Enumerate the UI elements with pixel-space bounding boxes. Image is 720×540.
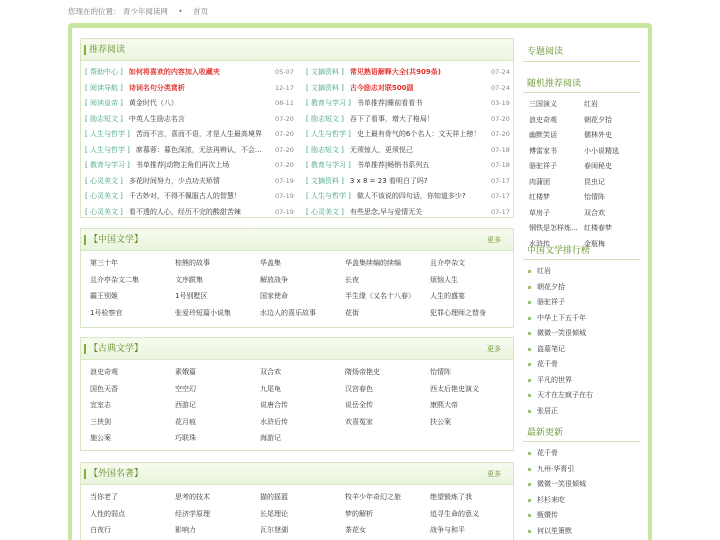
recommend-item[interactable] — [85, 159, 294, 171]
recommend-title-link[interactable]: 吞下了看事，增大了格局！ — [349, 114, 434, 123]
random-book-link[interactable]: 朝花夕拾 — [584, 115, 612, 124]
latest-item-link[interactable]: 九州·华胥引 — [527, 463, 574, 475]
book-link[interactable]: 双合欢 — [260, 368, 281, 376]
random-book-link[interactable]: 傅雷家书 — [529, 146, 557, 155]
latest-item-link[interactable]: 何以笙箫默 — [527, 525, 572, 537]
recommend-title: 推荐阅读 — [89, 45, 126, 55]
recommend-item[interactable] — [306, 128, 510, 140]
book-link[interactable]: 空空幻 — [175, 384, 196, 393]
recommend-category-link[interactable]: [ 文摘资料 ] — [306, 176, 344, 185]
book-link[interactable]: 欢喜冤家 — [345, 417, 373, 426]
book-link[interactable]: 梦的解析 — [345, 509, 373, 518]
ranking-item-link[interactable]: 中华上下五千年 — [527, 312, 586, 324]
recommend-date: 07-19 — [275, 207, 294, 216]
random-book-link[interactable]: 金瓶梅 — [584, 239, 605, 248]
recommend-category-link[interactable]: [ 文摘资料 ] — [306, 68, 344, 76]
breadcrumb-separator: • — [178, 7, 183, 16]
ranking-item-link[interactable]: 盗墓笔记 — [527, 343, 565, 355]
breadcrumb — [68, 6, 208, 18]
book-link[interactable]: 宜室志 — [90, 401, 111, 409]
recommend-title-link[interactable]: 多花时间努力，少点功夫矫情 — [128, 176, 220, 185]
random-book-link[interactable]: 草房子 — [529, 208, 550, 217]
recommend-title-link[interactable]: 黄金时代（八） — [128, 99, 178, 107]
book-link[interactable]: 长尾理论 — [260, 509, 288, 518]
book-link[interactable]: 文序跋集 — [175, 275, 203, 284]
recommend-category-link[interactable]: [ 教育与学习 ] — [306, 99, 351, 107]
divider — [523, 441, 640, 442]
book-link[interactable]: 巧联珠 — [175, 434, 196, 442]
recommend-date: 12-17 — [275, 83, 294, 92]
book-link[interactable]: 霸王别姬 — [90, 292, 118, 300]
recommend-date: 05-07 — [275, 68, 294, 76]
book-link[interactable]: 1号别墅区 — [175, 292, 208, 300]
book-link[interactable]: 国色天香 — [90, 384, 118, 393]
book-link[interactable]: 棕熊的故事 — [175, 259, 210, 267]
recommend-title-link[interactable]: 苦而不言，喜而不语，才是人生最高境界 — [135, 130, 262, 138]
recommend-date: 07-18 — [491, 145, 510, 154]
book-link[interactable]: 1号检察官 — [90, 308, 123, 317]
recommend-list — [81, 61, 513, 221]
book-link[interactable]: 花街 — [345, 308, 359, 317]
breadcrumb-site-link[interactable]: 青少年阅读网 — [122, 7, 168, 16]
recommend-item[interactable] — [85, 97, 294, 109]
section-classical-literature — [80, 337, 514, 451]
recommend-item[interactable] — [85, 144, 294, 156]
recommend-item[interactable] — [306, 66, 510, 78]
section-title: 【中国文学】 — [89, 235, 144, 245]
recommend-item[interactable] — [85, 66, 294, 78]
random-book-link[interactable]: 水浒传 — [529, 239, 550, 248]
ranking-item-link[interactable]: 张居正 — [527, 405, 558, 417]
recommend-title-link[interactable]: 中英人生励志名言 — [128, 114, 185, 123]
book-link[interactable]: 牧羊少年奇幻之旅 — [345, 493, 401, 501]
ranking-item-link[interactable]: 花千骨 — [527, 358, 558, 370]
book-link[interactable]: 经济学原理 — [175, 509, 210, 518]
recommend-category-link[interactable]: [ 人生与哲学 ] — [306, 130, 351, 138]
recommend-date: 07-19 — [275, 176, 294, 185]
book-link[interactable]: 人性的弱点 — [90, 509, 125, 518]
more-link[interactable]: 更多 — [487, 236, 501, 244]
sidebar-random-title: 随机推荐阅读 — [527, 79, 582, 89]
book-link[interactable]: 张爱玲短篇小说集 — [175, 308, 231, 317]
recommend-category-link[interactable]: [ 文摘资料 ] — [306, 83, 344, 92]
random-book-link[interactable]: 骆驼祥子 — [529, 162, 557, 170]
book-link[interactable]: 白夜行 — [90, 526, 111, 534]
book-link[interactable]: 影响力 — [175, 526, 196, 534]
recommend-item[interactable] — [306, 175, 510, 187]
section-foreign-classics — [80, 462, 514, 540]
book-link[interactable]: 人生的盛宴 — [430, 292, 465, 300]
book-link[interactable]: 说唐合传 — [260, 401, 288, 409]
book-link[interactable]: 追寻生命的意义 — [430, 509, 479, 518]
book-link[interactable]: 半生缘（又名十八春） — [345, 292, 415, 300]
recommend-title-link[interactable]: 常见熟语解释大全(共909条) — [349, 68, 441, 76]
book-link[interactable]: 三侠剑 — [90, 417, 111, 426]
latest-item-link[interactable]: 花千骨 — [527, 447, 558, 459]
book-link[interactable]: 水边人的喜乐故事 — [260, 308, 316, 317]
recommend-header — [81, 39, 513, 61]
book-link[interactable]: 扶公案 — [430, 417, 451, 426]
recommend-category-link[interactable]: [ 励志短文 ] — [85, 114, 123, 123]
book-link[interactable]: 西太后艳史演义 — [430, 384, 479, 393]
recommend-item[interactable] — [306, 113, 510, 125]
more-link[interactable]: 更多 — [487, 345, 501, 353]
book-link[interactable]: 西游记 — [175, 401, 196, 409]
random-book-link[interactable]: 昆虫记 — [584, 177, 605, 186]
more-link[interactable]: 更多 — [487, 470, 501, 478]
book-link[interactable]: 华盖集 — [260, 259, 281, 267]
recommend-title-link[interactable]: 千古妙对，不得不佩服古人的智慧！ — [128, 192, 241, 200]
latest-item-link[interactable]: 微微一笑很倾城 — [527, 478, 586, 490]
random-book-link[interactable]: 浪史奇观 — [529, 115, 557, 124]
recommend-category-link[interactable]: [ 励志短文 ] — [306, 145, 344, 154]
book-link[interactable]: 华盖集续编的续编 — [345, 259, 401, 267]
recommend-category-link[interactable]: [ 人生与哲学 ] — [85, 130, 130, 138]
random-book-link[interactable]: 怡情阵 — [584, 193, 605, 201]
section-header — [81, 229, 513, 251]
recommend-date: 08-11 — [275, 99, 294, 107]
recommend-title-link[interactable]: 书单推荐|畅销书系列五 — [356, 161, 430, 169]
book-link[interactable]: 犯罪心理师之替身 — [430, 308, 486, 317]
section-header — [81, 463, 513, 485]
book-link[interactable]: 说岳全传 — [345, 401, 373, 409]
book-link[interactable]: 施公案 — [90, 434, 111, 442]
latest-item-link[interactable]: 甄嬛传 — [527, 509, 558, 521]
random-book-link[interactable]: 红岩 — [584, 100, 598, 108]
recommend-item[interactable] — [85, 128, 294, 140]
random-book-link[interactable]: 钢铁是怎样炼... — [529, 224, 578, 232]
ranking-item-link[interactable]: 朝花夕拾 — [527, 281, 565, 293]
recommend-date: 07-20 — [275, 114, 294, 123]
book-link[interactable]: 烦恼人生 — [430, 275, 458, 284]
divider — [523, 92, 640, 93]
random-book-link[interactable]: 小小说精选 — [584, 146, 619, 155]
recommend-date: 07-20 — [275, 161, 294, 169]
recommend-title-link[interactable]: 做人不该说的四句话，你知道多少? — [356, 192, 466, 200]
recommend-category-link[interactable]: [ 心灵美文 ] — [85, 207, 123, 216]
book-link[interactable]: 当你老了 — [90, 493, 118, 501]
recommend-category-link[interactable]: [ 心灵美文 ] — [85, 176, 123, 185]
book-link[interactable]: 怡情阵 — [430, 368, 451, 376]
sidebar-ranking-title: 中国文学排行榜 — [527, 246, 591, 256]
recommend-item[interactable] — [85, 206, 294, 218]
random-book-link[interactable]: 红楼春梦 — [584, 224, 612, 232]
book-link[interactable]: 长夜 — [345, 275, 359, 284]
recommend-title-link[interactable]: 有些思念,早与爱情无关 — [349, 207, 423, 216]
book-link[interactable]: 水浒后传 — [260, 417, 288, 426]
book-link[interactable]: 康熙大帝 — [430, 401, 458, 409]
book-link[interactable]: 瓦尔登湖 — [260, 526, 288, 534]
recommend-category-link[interactable]: [ 教育与学习 ] — [306, 161, 351, 169]
recommend-title-link[interactable]: 诗词名句分类赏析 — [128, 83, 185, 92]
recommend-date: 07-19 — [275, 192, 294, 200]
recommend-title-link[interactable]: 书单推荐|睡前看看书 — [356, 99, 423, 107]
random-book-link[interactable]: 三国演义 — [529, 100, 557, 108]
recommend-category-link[interactable]: [ 阅读导航 ] — [85, 83, 123, 92]
recommend-category-link[interactable]: [ 励志短文 ] — [306, 114, 344, 123]
recommend-date: 03-19 — [491, 99, 510, 107]
book-link[interactable]: 海游记 — [260, 434, 281, 442]
recommend-category-link[interactable]: [ 心灵美文 ] — [85, 192, 123, 200]
recommend-title-link[interactable]: 席慕蓉：暮色深浓，无法再辨认，不会... — [135, 145, 262, 154]
book-link[interactable]: 战争与和平 — [430, 526, 465, 534]
recommend-date: 07-20 — [491, 114, 510, 123]
recommend-item[interactable] — [306, 144, 510, 156]
recommend-title-link[interactable]: 看不透的人心，经历不完的酸甜苦辣 — [128, 207, 241, 216]
ranking-item-link[interactable]: 天才在左疯子在右 — [527, 389, 593, 401]
random-book-link[interactable]: 红楼梦 — [529, 193, 550, 201]
book-link[interactable]: 且介亭杂文二集 — [90, 275, 139, 284]
book-link[interactable]: 绝望锻炼了我 — [430, 493, 472, 501]
book-link[interactable]: 素娥篇 — [175, 368, 196, 376]
book-link[interactable]: 花月痕 — [175, 417, 196, 426]
recommend-date: 07-17 — [491, 207, 510, 216]
book-link[interactable]: 茶花女 — [345, 526, 366, 534]
random-book-link[interactable]: 幽默笑话 — [529, 131, 557, 139]
random-book-link[interactable]: 春闺秘史 — [584, 162, 612, 170]
book-link[interactable]: 国家使命 — [260, 292, 288, 300]
book-link[interactable]: 九尾龟 — [260, 384, 281, 393]
recommend-title-link[interactable]: 古今励志对联500副 — [349, 83, 414, 92]
section-title: 【外国名著】 — [89, 469, 144, 479]
recommend-item[interactable] — [85, 113, 294, 125]
recommend-date: 07-24 — [491, 68, 510, 76]
recommend-item[interactable] — [306, 82, 510, 94]
section-chinese-literature — [80, 228, 514, 328]
divider — [523, 259, 640, 260]
recommend-title-link[interactable]: 无须惊人，更须悦己 — [349, 145, 413, 154]
book-link[interactable]: 第三十年 — [90, 259, 118, 267]
recommend-date: 07-17 — [491, 176, 510, 185]
random-book-link[interactable]: 肉蒲团 — [529, 177, 550, 186]
breadcrumb-home-link[interactable]: 首页 — [193, 7, 209, 16]
recommend-category-link[interactable]: [ 心灵美文 ] — [306, 207, 344, 216]
recommend-item[interactable] — [306, 190, 510, 202]
recommend-date: 07-18 — [491, 161, 510, 169]
latest-item-link[interactable]: 杉杉来吃 — [527, 494, 565, 506]
recommend-date: 07-17 — [491, 192, 510, 200]
divider — [523, 61, 640, 62]
ranking-item-link[interactable]: 红岩 — [527, 265, 551, 277]
recommend-item[interactable] — [85, 190, 294, 202]
recommend-date: 07-20 — [275, 145, 294, 154]
recommend-item[interactable] — [306, 206, 510, 218]
recommend-item[interactable] — [306, 159, 510, 171]
recommend-title-link[interactable]: 3 x 8 = 23 看明白了吗? — [349, 176, 428, 185]
ranking-item-link[interactable]: 微微一笑很倾城 — [527, 327, 586, 339]
recommend-date: 07-24 — [491, 83, 510, 92]
breadcrumb-prefix: 您现在的位置： — [68, 7, 121, 16]
recommend-title-link[interactable]: 如何将喜欢的内容加入收藏夹 — [128, 68, 220, 76]
recommend-category-link[interactable]: [ 阅读皇帝 ] — [85, 99, 123, 107]
section-header — [81, 338, 513, 360]
recommend-item[interactable] — [85, 175, 294, 187]
sidebar-special-title[interactable]: 专题阅读 — [527, 47, 564, 57]
sidebar-latest-title: 最新更新 — [527, 428, 564, 438]
book-link[interactable]: 浪史奇观 — [90, 368, 118, 376]
recommend-date: 07-20 — [491, 130, 510, 138]
book-link[interactable]: 且介亭杂文 — [430, 259, 465, 267]
recommend-category-link[interactable]: [ 人生与哲学 ] — [306, 192, 351, 200]
random-book-link[interactable]: 双合欢 — [584, 208, 605, 217]
recommend-box — [80, 38, 514, 218]
ranking-item-link[interactable]: 平凡的世界 — [527, 374, 572, 386]
random-book-link[interactable]: 儒林外史 — [584, 131, 612, 139]
recommend-item[interactable] — [306, 97, 510, 109]
book-link[interactable]: 解放战争 — [260, 275, 288, 284]
section-title: 【古典文学】 — [89, 344, 144, 354]
book-link[interactable]: 汉宫春色 — [345, 384, 373, 393]
recommend-category-link[interactable]: [ 帮助中心 ] — [85, 68, 123, 76]
recommend-category-link[interactable]: [ 人生与哲学 ] — [85, 145, 130, 154]
recommend-title-link[interactable]: 书单推荐|动物主角们再次上场 — [135, 161, 230, 169]
recommend-item[interactable] — [85, 82, 294, 94]
book-link[interactable]: 隋炀帝艳史 — [345, 368, 380, 376]
recommend-date: 07-20 — [275, 130, 294, 138]
ranking-item-link[interactable]: 骆驼祥子 — [527, 296, 565, 308]
book-link[interactable]: 猫的摇篮 — [260, 493, 288, 501]
recommend-category-link[interactable]: [ 教育与学习 ] — [85, 161, 130, 169]
recommend-title-link[interactable]: 史上最有骨气的6个名人：文天祥上榜！ — [356, 130, 481, 138]
book-link[interactable]: 思考的技术 — [175, 493, 210, 501]
